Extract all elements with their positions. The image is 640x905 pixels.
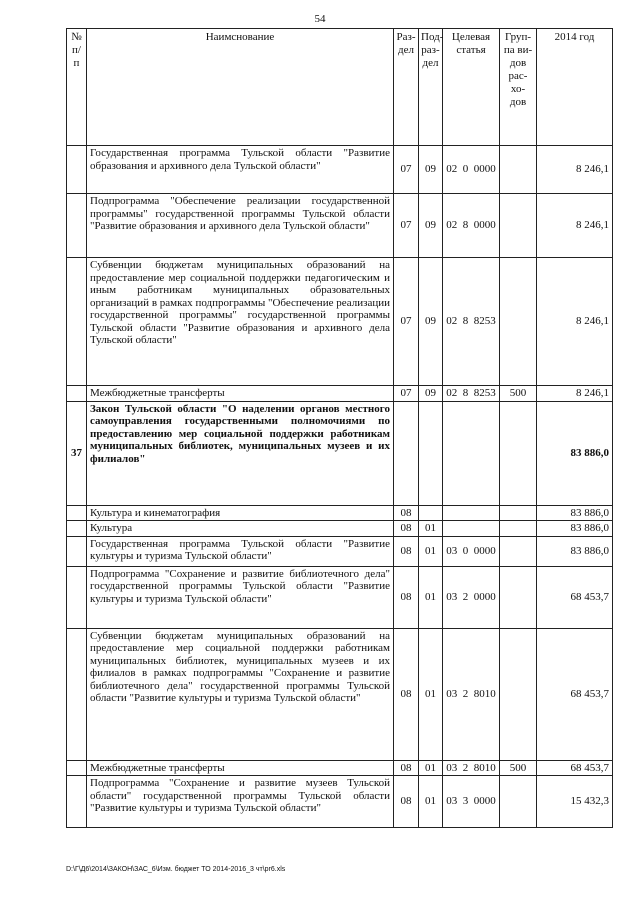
row-name: Государственная программа Тульской области "Развитие культуры и туризма Тульской области" [87, 536, 394, 566]
row-gruppa [500, 566, 537, 628]
row-cs-code: 0000 [471, 566, 500, 628]
row-name: Субвенции бюджетам муниципальных образований на предоставление мер социальной поддержки педагогическим и иным работникам муниципальных образовательных организаций в рамках подпрограммы "Обеспечение реализации государственной программы" государственной программы Тульской области "Развитие образования и архивного дела Тульской области" [87, 258, 394, 386]
row-cs-program [443, 521, 461, 537]
row-razdel: 07 [394, 146, 419, 194]
row-number: 37 [67, 401, 87, 505]
row-cs-code [471, 401, 500, 505]
row-gruppa [500, 401, 537, 505]
row-cs-program: 03 [443, 760, 461, 776]
row-gruppa [500, 194, 537, 258]
table-row [67, 776, 613, 828]
row-number [67, 505, 87, 521]
row-cs-subprogram: 8 [461, 386, 471, 402]
row-cs-code: 8253 [471, 386, 500, 402]
row-podrazdel: 01 [419, 536, 443, 566]
row-name: Подпрограмма "Сохранение и развитие музеев Тульской области" государственной программы Тульской области "Развитие культуры и туризма Тульской области" [87, 776, 394, 828]
table-row [67, 505, 613, 521]
row-cs-code: 8010 [471, 628, 500, 760]
row-cs-subprogram: 2 [461, 628, 471, 760]
row-razdel: 07 [394, 194, 419, 258]
row-cs-program: 02 [443, 386, 461, 402]
row-number [67, 760, 87, 776]
row-podrazdel: 09 [419, 386, 443, 402]
row-cs-subprogram [461, 505, 471, 521]
row-name: Культура [87, 521, 394, 537]
row-cs-program: 03 [443, 536, 461, 566]
table-row [67, 521, 613, 537]
row-cs-subprogram: 2 [461, 566, 471, 628]
row-number [67, 146, 87, 194]
row-cs-code: 0000 [471, 776, 500, 828]
row-podrazdel [419, 505, 443, 521]
row-podrazdel [419, 401, 443, 505]
row-razdel: 08 [394, 566, 419, 628]
row-podrazdel: 01 [419, 760, 443, 776]
row-number [67, 194, 87, 258]
row-cs-program: 02 [443, 194, 461, 258]
row-cs-subprogram: 2 [461, 760, 471, 776]
row-cs-subprogram: 3 [461, 776, 471, 828]
row-gruppa [500, 521, 537, 537]
row-cs-subprogram: 0 [461, 146, 471, 194]
row-cs-code: 8253 [471, 258, 500, 386]
row-number [67, 566, 87, 628]
row-number [67, 258, 87, 386]
row-razdel: 08 [394, 521, 419, 537]
row-amount: 68 453,7 [537, 566, 613, 628]
row-razdel: 07 [394, 258, 419, 386]
row-cs-program [443, 401, 461, 505]
row-amount: 8 246,1 [537, 386, 613, 402]
col-header-gruppa: Груп- па ви- дов рас- хо- дов [500, 29, 537, 146]
row-number [67, 521, 87, 537]
row-cs-program: 03 [443, 776, 461, 828]
row-cs-program: 02 [443, 258, 461, 386]
row-number [67, 776, 87, 828]
row-podrazdel: 01 [419, 521, 443, 537]
row-gruppa [500, 258, 537, 386]
row-cs-program [443, 505, 461, 521]
row-razdel [394, 401, 419, 505]
row-amount: 68 453,7 [537, 628, 613, 760]
col-header-name: Наимснование [87, 29, 394, 146]
row-number [67, 628, 87, 760]
row-number [67, 536, 87, 566]
row-cs-code [471, 521, 500, 537]
col-header-razdel: Раз- дел [394, 29, 419, 146]
row-amount: 83 886,0 [537, 505, 613, 521]
row-gruppa [500, 505, 537, 521]
table-row [67, 401, 613, 505]
row-gruppa [500, 776, 537, 828]
row-podrazdel: 09 [419, 146, 443, 194]
row-razdel: 08 [394, 760, 419, 776]
row-gruppa [500, 628, 537, 760]
row-amount: 8 246,1 [537, 146, 613, 194]
row-name: Межбюджетные трансферты [87, 386, 394, 402]
row-amount: 15 432,3 [537, 776, 613, 828]
row-razdel: 08 [394, 776, 419, 828]
row-amount: 8 246,1 [537, 194, 613, 258]
row-podrazdel: 09 [419, 194, 443, 258]
row-cs-subprogram: 8 [461, 258, 471, 386]
col-header-num: № п/ п [67, 29, 87, 146]
row-cs-program: 03 [443, 566, 461, 628]
row-amount: 83 886,0 [537, 401, 613, 505]
row-cs-code: 0000 [471, 146, 500, 194]
row-cs-code: 0000 [471, 536, 500, 566]
row-amount: 68 453,7 [537, 760, 613, 776]
table-row [67, 258, 613, 386]
row-cs-subprogram [461, 401, 471, 505]
row-razdel: 08 [394, 536, 419, 566]
row-razdel: 08 [394, 628, 419, 760]
row-name: Культура и кинематография [87, 505, 394, 521]
row-cs-code [471, 505, 500, 521]
row-number [67, 386, 87, 402]
row-podrazdel: 09 [419, 258, 443, 386]
row-name: Закон Тульской области "О наделении органов местного самоуправления государственными полномочиями по предоставлению мер социальной поддержки работникам муниципальных библиотек, муниципальных музеев и их филиалов" [87, 401, 394, 505]
row-cs-subprogram: 8 [461, 194, 471, 258]
page-number: 54 [314, 13, 326, 25]
row-cs-subprogram: 0 [461, 536, 471, 566]
row-razdel: 07 [394, 386, 419, 402]
col-header-year: 2014 год [537, 29, 613, 146]
row-name: Подпрограмма "Сохранение и развитие библиотечного дела" государственной программы Тульской области "Развитие культуры и туризма Тульской области" [87, 566, 394, 628]
row-name: Подпрограмма "Обеспечение реализации государственной программы" государственной программы Тульской области "Развитие образования и архивного дела Тульской области" [87, 194, 394, 258]
col-header-podrazdel: Под- раз- дел [419, 29, 443, 146]
table-row [67, 194, 613, 258]
row-cs-code: 8010 [471, 760, 500, 776]
row-cs-program: 03 [443, 628, 461, 760]
row-amount: 8 246,1 [537, 258, 613, 386]
table-row [67, 386, 613, 402]
row-amount: 83 886,0 [537, 536, 613, 566]
row-cs-subprogram [461, 521, 471, 537]
row-podrazdel: 01 [419, 566, 443, 628]
row-podrazdel: 01 [419, 628, 443, 760]
table-row [67, 760, 613, 776]
row-gruppa [500, 146, 537, 194]
row-razdel: 08 [394, 505, 419, 521]
row-gruppa [500, 536, 537, 566]
row-cs-program: 02 [443, 146, 461, 194]
row-cs-code: 0000 [471, 194, 500, 258]
row-amount: 83 886,0 [537, 521, 613, 537]
budget-table [66, 28, 613, 828]
table-row [67, 566, 613, 628]
row-gruppa: 500 [500, 386, 537, 402]
col-header-celevaya: Целевая статья [443, 29, 500, 146]
row-podrazdel: 01 [419, 776, 443, 828]
table-row [67, 628, 613, 760]
row-name: Государственная программа Тульской области "Развитие образования и архивного дела Тульской области" [87, 146, 394, 194]
row-gruppa: 500 [500, 760, 537, 776]
row-name: Субвенции бюджетам муниципальных образований на предоставление мер социальной поддержки работникам муниципальных библиотек, муниципальных музеев и их филиалов в рамках подпрограммы "Сохранение и развитие библиотечного дела" государственной программы Тульской области "Развитие культуры и туризма Тульской области" [87, 628, 394, 760]
row-name: Межбюджетные трансферты [87, 760, 394, 776]
table-row [67, 536, 613, 566]
file-path-footer: D:\Г\Д6\2014\ЗАКОН\ЗАС_6\Изм. бюджет ТО 2014-2016_3 чт\pr6.xls [66, 866, 286, 873]
table-row [67, 146, 613, 194]
